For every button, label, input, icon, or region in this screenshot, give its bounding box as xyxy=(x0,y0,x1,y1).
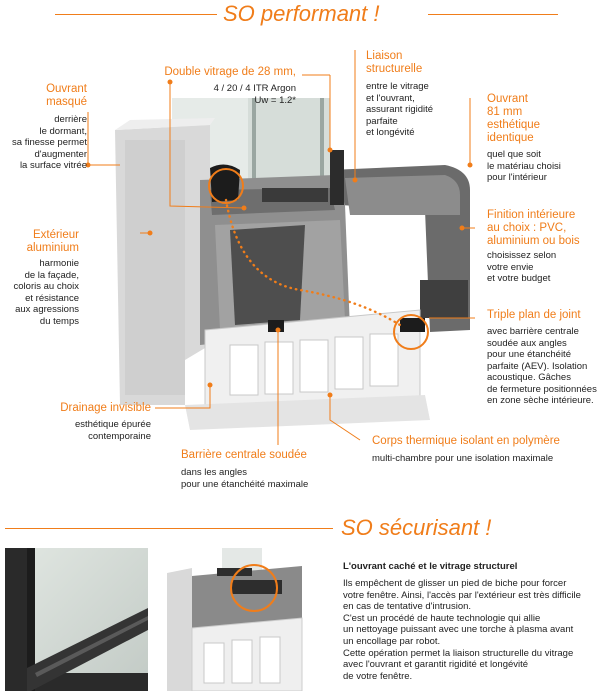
label-exterieur: Extérieur aluminium xyxy=(26,229,79,254)
desc-liaison: entre le vitrage et l'ouvrant, assurant rigidité parfaite et longévité xyxy=(366,81,434,138)
desc-triple-joint: avec barrière centrale soudée aux angles pour une étanchéité parfaite (AEV). Isolation acoustique. Gâches de fermeture positionnées en zone sèche intérieure. xyxy=(487,326,597,406)
section-title-performant: SO performant ! xyxy=(223,1,380,26)
desc-ouvrant-81: quel que soit le matériau choisi pour l'intérieur xyxy=(487,149,561,183)
desc-ouvrant-masque: derrière le dormant, sa finesse permet d'augmenter la surface vitrée xyxy=(12,114,87,171)
label-barriere: Barrière centrale soudée xyxy=(181,449,307,461)
desc-drainage: esthétique épurée contemporaine xyxy=(74,419,151,442)
label-corps-thermique: Corps thermique isolant en polymère xyxy=(372,435,560,447)
label-ouvrant-masque: Ouvrant masqué xyxy=(46,83,87,108)
security-heading: L'ouvrant caché et le vitrage structurel xyxy=(343,561,518,572)
profile-detail-photo xyxy=(162,548,312,691)
label-ouvrant-81: Ouvrant 81 mm esthétique identique xyxy=(487,93,541,144)
label-liaison: Liaison structurelle xyxy=(366,50,423,75)
label-finition: Finition intérieure au choix : PVC, aluminium ou bois xyxy=(487,209,580,247)
label-triple-joint: Triple plan de joint xyxy=(487,309,581,321)
security-paragraph: Ils empêchent de glisser un pied de biche pour forcer votre fenêtre. Ainsi, l'accès par l'extérieur est très difficile en cas de tentative d'intrusion. C'est un procédé de haute technologie qui allie un nettoyage puissant avec une torche à plasma avant un encollage par robot. Cette opération permet la liaison structurelle du vitrage avec l'ouvrant et garantit rigidité et longévité de votre fenêtre. xyxy=(343,578,581,682)
desc-corps-thermique: multi-chambre pour une isolation maximale xyxy=(372,453,554,464)
desc-finition: choisissez selon votre envie et votre budget xyxy=(487,250,557,284)
desc-double-vitrage: 4 / 20 / 4 ITR Argon Uw = 1.2* xyxy=(213,83,296,106)
window-corner-photo xyxy=(5,548,148,691)
title-rule-left-2 xyxy=(5,528,333,529)
desc-barriere: dans les angles pour une étanchéité maximale xyxy=(181,467,309,490)
label-drainage: Drainage invisible xyxy=(60,402,151,414)
desc-exterieur: harmonie de la façade, coloris au choix et résistance aux agressions du temps xyxy=(13,258,79,327)
label-double-vitrage: Double vitrage de 28 mm, xyxy=(164,66,296,78)
section-title-securisant: SO sécurisant ! xyxy=(341,515,492,540)
